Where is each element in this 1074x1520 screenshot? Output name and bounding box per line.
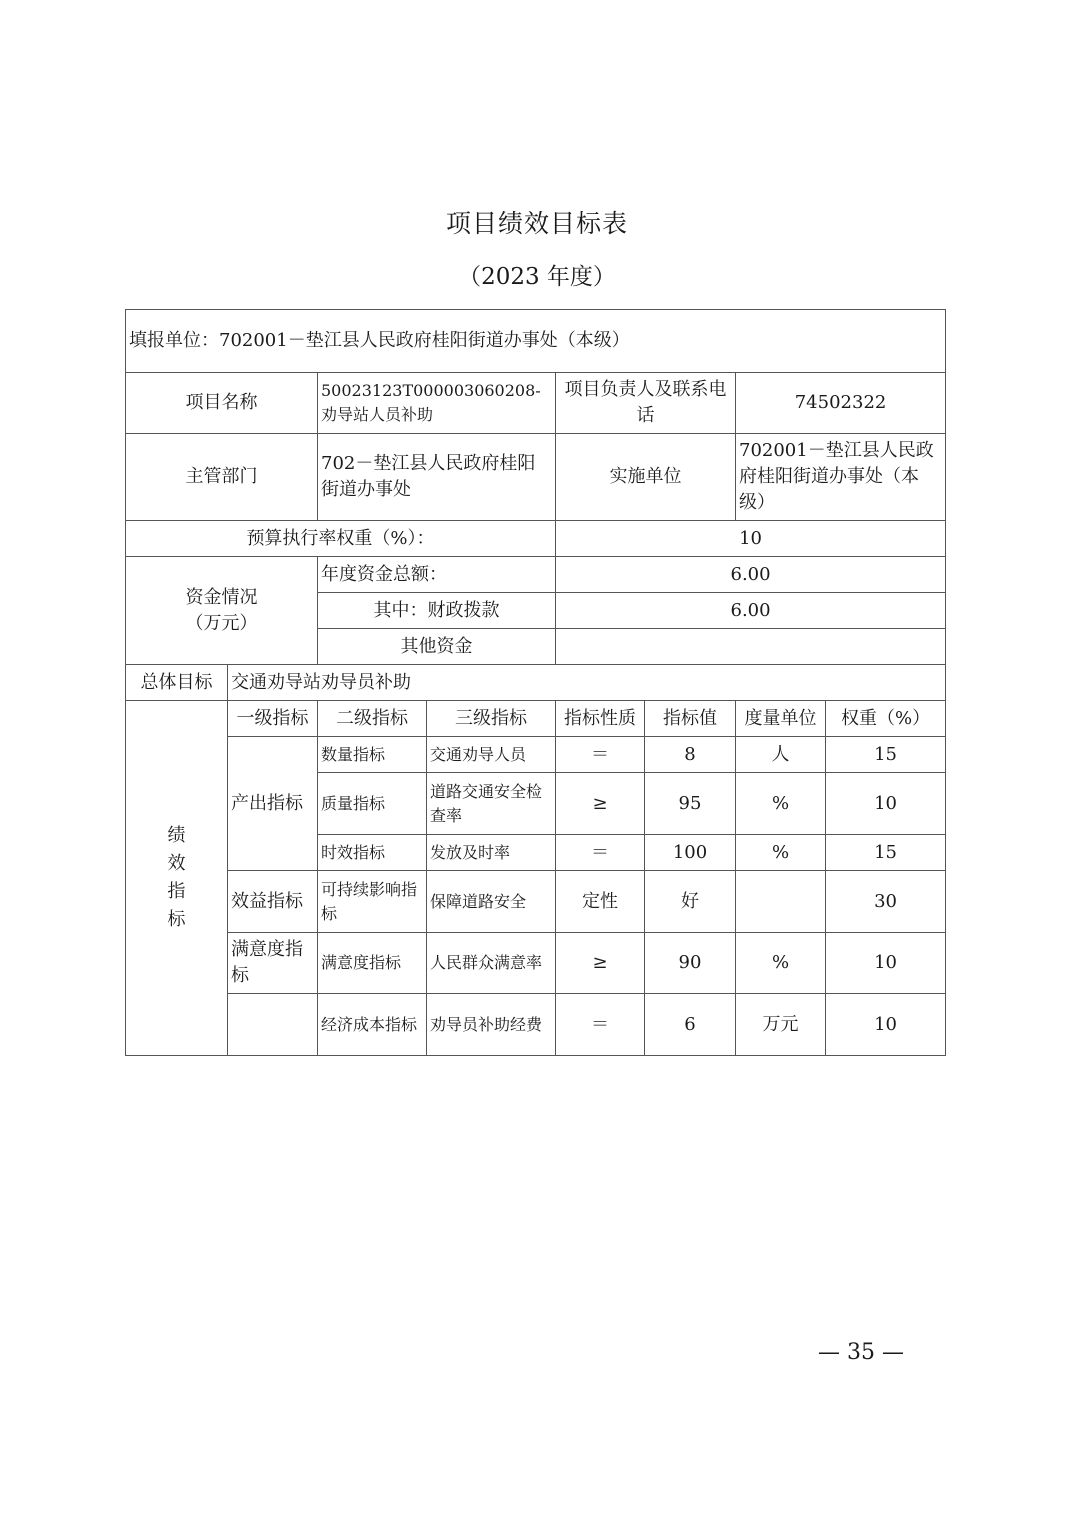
contact-label: 项目负责人及联系电话 bbox=[556, 373, 736, 434]
nature-cell: ＝ bbox=[556, 994, 645, 1056]
budget-rate-label: 预算执行率权重（%）： bbox=[126, 521, 556, 557]
funds-other-value bbox=[556, 629, 946, 665]
unit-cell bbox=[736, 871, 826, 933]
header-weight: 权重（%） bbox=[826, 701, 946, 737]
level1-satisfaction: 满意度指标 bbox=[228, 933, 318, 994]
weight-cell: 15 bbox=[826, 835, 946, 871]
side-char: 标 bbox=[167, 909, 186, 930]
header-level2: 二级指标 bbox=[318, 701, 427, 737]
side-char: 绩 bbox=[167, 825, 186, 846]
funds-other-label: 其他资金 bbox=[318, 629, 556, 665]
value-cell: 6 bbox=[645, 994, 736, 1056]
level3-cell: 道路交通安全检查率 bbox=[427, 773, 556, 835]
document-subtitle: （2023 年度） bbox=[458, 264, 616, 290]
document-title: 项目绩效目标表 bbox=[445, 209, 628, 238]
nature-cell: ≥ bbox=[556, 773, 645, 835]
impl-unit-value: 702001－垫江县人民政府桂阳街道办事处（本级） bbox=[736, 434, 946, 521]
weight-cell: 30 bbox=[826, 871, 946, 933]
level3-cell: 保障道路安全 bbox=[427, 871, 556, 933]
overall-goal-value: 交通劝导站劝导员补助 bbox=[228, 665, 946, 701]
weight-cell: 10 bbox=[826, 994, 946, 1056]
table-row bbox=[126, 871, 946, 933]
funds-total-label: 年度资金总额： bbox=[318, 557, 556, 593]
level3-cell: 人民群众满意率 bbox=[427, 933, 556, 994]
project-name-label: 项目名称 bbox=[126, 373, 318, 434]
level1-cost bbox=[228, 994, 318, 1056]
level3-cell: 发放及时率 bbox=[427, 835, 556, 871]
impl-unit-label: 实施单位 bbox=[556, 434, 736, 521]
funds-label bbox=[126, 557, 318, 665]
nature-cell: 定性 bbox=[556, 871, 645, 933]
nature-cell: ＝ bbox=[556, 835, 645, 871]
header-nature: 指标性质 bbox=[556, 701, 645, 737]
dept-value: 702－垫江县人民政府桂阳 街道办事处 bbox=[318, 434, 556, 521]
side-char: 指 bbox=[167, 881, 186, 902]
unit-cell: % bbox=[736, 773, 826, 835]
weight-cell: 15 bbox=[826, 737, 946, 773]
value-cell: 8 bbox=[645, 737, 736, 773]
funds-fiscal-label: 其中：财政拨款 bbox=[318, 593, 556, 629]
project-name-value: 50023123T000003060208-劝导站人员补助 bbox=[318, 373, 556, 434]
header-level3: 三级指标 bbox=[427, 701, 556, 737]
level3-cell: 劝导员补助经费 bbox=[427, 994, 556, 1056]
level1-output: 产出指标 bbox=[228, 737, 318, 871]
table-row bbox=[126, 933, 946, 994]
level2-cell: 满意度指标 bbox=[318, 933, 427, 994]
level1-benefit: 效益指标 bbox=[228, 871, 318, 933]
contact-value: 74502322 bbox=[736, 373, 946, 434]
level2-cell: 数量指标 bbox=[318, 737, 427, 773]
nature-cell: ≥ bbox=[556, 933, 645, 994]
nature-cell: ＝ bbox=[556, 737, 645, 773]
weight-cell: 10 bbox=[826, 933, 946, 994]
indicators-side-label bbox=[126, 701, 228, 1056]
funds-total-value: 6.00 bbox=[556, 557, 946, 593]
value-cell: 95 bbox=[645, 773, 736, 835]
page-number: — 35 — bbox=[818, 1340, 904, 1365]
value-cell: 好 bbox=[645, 871, 736, 933]
performance-table bbox=[125, 309, 946, 1056]
overall-goal-label: 总体目标 bbox=[126, 665, 228, 701]
value-cell: 90 bbox=[645, 933, 736, 994]
budget-rate-value: 10 bbox=[556, 521, 946, 557]
unit-cell: 万元 bbox=[736, 994, 826, 1056]
level2-cell: 经济成本指标 bbox=[318, 994, 427, 1056]
side-char: 效 bbox=[167, 853, 186, 874]
table-row bbox=[126, 737, 946, 773]
unit-cell: % bbox=[736, 835, 826, 871]
level2-cell: 可持续影响指标 bbox=[318, 871, 427, 933]
level3-cell: 交通劝导人员 bbox=[427, 737, 556, 773]
value-cell: 100 bbox=[645, 835, 736, 871]
table-row bbox=[126, 994, 946, 1056]
header-unit: 度量单位 bbox=[736, 701, 826, 737]
funds-label-line1: 资金情况 bbox=[185, 586, 258, 608]
header-value: 指标值 bbox=[645, 701, 736, 737]
header-level1: 一级指标 bbox=[228, 701, 318, 737]
funds-label-line2: （万元） bbox=[185, 612, 258, 634]
level2-cell: 时效指标 bbox=[318, 835, 427, 871]
unit-cell: 人 bbox=[736, 737, 826, 773]
filler-unit: 填报单位：702001－垫江县人民政府桂阳街道办事处（本级） bbox=[126, 310, 946, 373]
weight-cell: 10 bbox=[826, 773, 946, 835]
funds-fiscal-value: 6.00 bbox=[556, 593, 946, 629]
level2-cell: 质量指标 bbox=[318, 773, 427, 835]
dept-label: 主管部门 bbox=[126, 434, 318, 521]
unit-cell: % bbox=[736, 933, 826, 994]
